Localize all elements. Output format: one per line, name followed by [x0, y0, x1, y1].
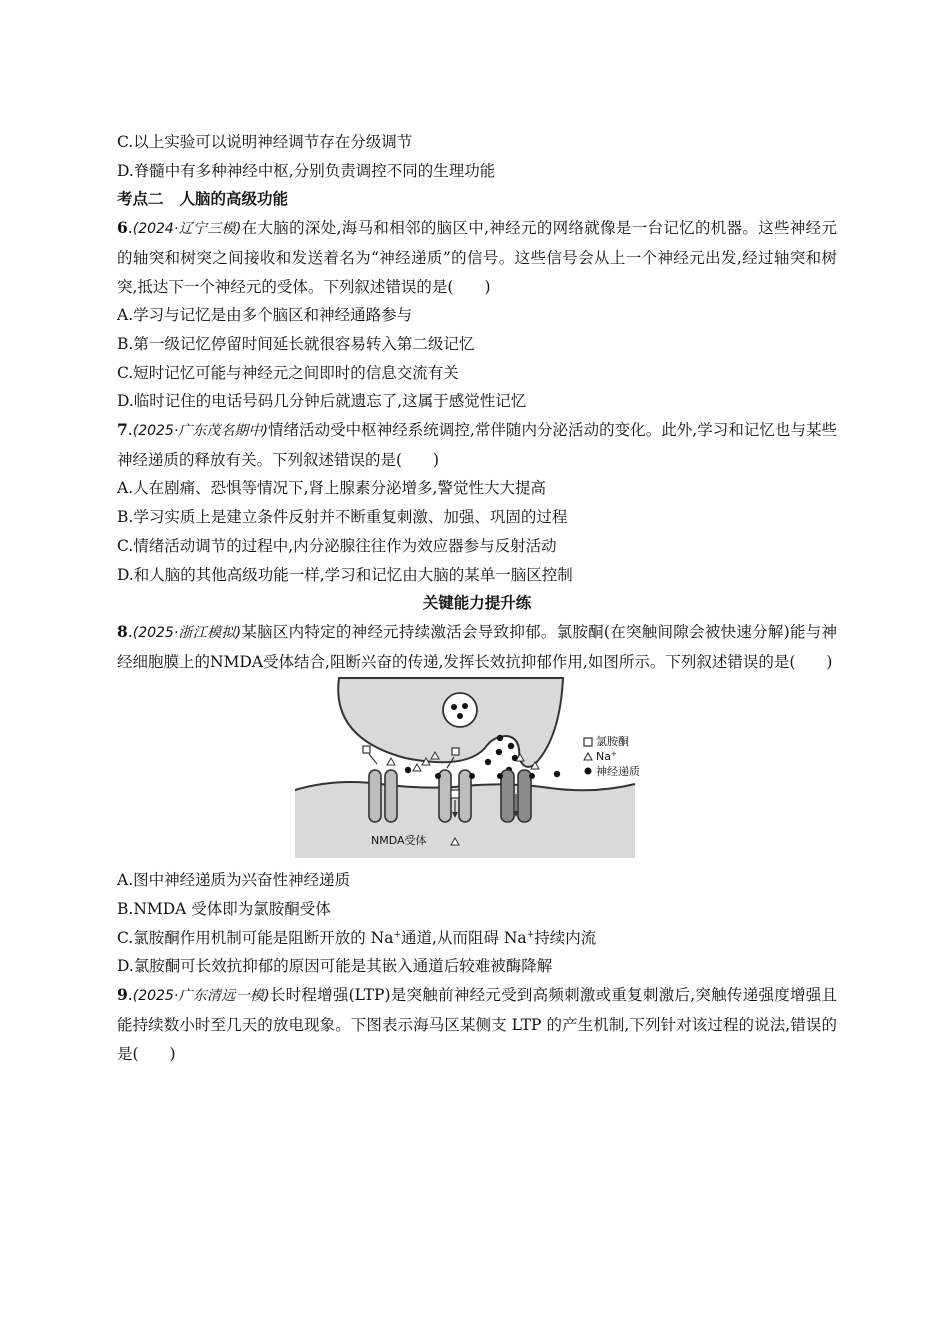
question-source: (2025·广东茂名期中)	[132, 423, 268, 440]
nmda-receptor-label: NMDA受体	[371, 834, 427, 848]
synapse-diagram	[295, 678, 640, 858]
prev-option-d: D.脊髓中有多种神经中枢,分别负责调控不同的生理功能	[117, 161, 496, 180]
cleft-ketamine	[452, 748, 459, 755]
question-text: 情绪活动受中枢神经系统调控,常伴随内分泌活动的变化。此外,学习和记忆也与某些神经递质的释放有关。下列叙述错误的是( )	[117, 421, 837, 469]
legend-ketamine-label: 氯胺酮	[596, 735, 629, 749]
question-8-option-b: B.NMDA 受体即为氯胺酮受体	[117, 900, 331, 919]
question-number: 6	[117, 218, 128, 238]
question-text: 长时程增强(LTP)是突触前神经元受到高频刺激或重复刺激后,突触传递强度增强且能持续数小时至几天的放电现象。下图表示海马区某侧支 LTP 的产生机制,下列针对该过程的说法,错误的是( )	[117, 986, 837, 1063]
question-text: 在大脑的深处,海马和相邻的脑区中,神经元的网络就像是一台记忆的机器。这些神经元的轴突和树突之间接收和发送着名为“神经递质”的信号。这些信号会从上一个神经元出发,经过轴突和树突,抵达下一个神经元的受体。下列叙述错误的是( )	[117, 219, 837, 296]
vesicle-neurotransmitter	[462, 703, 468, 709]
question-number: 9	[117, 985, 128, 1005]
question-8-option-d: D.氯胺酮可长效抗抑郁的原因可能是其嵌入通道后较难被酶降解	[117, 957, 553, 976]
option-c-text-1: C.氯胺酮作用机制可能是阻断开放的 Na	[117, 928, 394, 947]
question-8-option-a: A.图中神经递质为兴奋性神经递质	[117, 871, 351, 890]
cleft-neurotransmitter	[485, 759, 491, 765]
vesicle-neurotransmitter	[451, 704, 457, 710]
cleft-neurotransmitter	[405, 767, 411, 773]
document-page	[117, 128, 837, 1068]
question-source: (2025·广东清远一模)	[132, 988, 270, 1005]
legend-ketamine-icon	[584, 738, 592, 746]
released-neurotransmitter	[508, 743, 514, 749]
option-c-text-3: 持续内流	[534, 928, 597, 947]
question-7-option-c: C.情绪活动调节的过程中,内分泌腺往往作为效应器参与反射活动	[117, 536, 557, 555]
question-6-stem: 6.(2024·辽宁三模)在大脑的深处,海马和相邻的脑区中,神经元的网络就像是一台记忆的机器。这些神经元的轴突和树突之间接收和发送着名为“神经递质”的信号。这些信号会从上一个神经元出发,经过轴突和树突,抵达下一个神经元的受体。下列叙述错误的是( )	[117, 218, 837, 296]
question-7-stem: 7.(2025·广东茂名期中)情绪活动受中枢神经系统调控,常伴随内分泌活动的变化。此外,学习和记忆也与某些神经递质的释放有关。下列叙述错误的是( )	[117, 420, 837, 469]
legend-neurotransmitter-label: 神经递质	[596, 765, 640, 779]
cleft-ketamine	[363, 746, 370, 753]
section-label: 考点二	[117, 190, 164, 209]
synaptic-vesicle	[443, 693, 477, 727]
question-6-option-a: A.学习与记忆是由多个脑区和神经通路参与	[117, 306, 413, 325]
section-heading-key-ability: 关键能力提升练	[422, 594, 532, 613]
prev-option-c: C.以上实验可以说明神经调节存在分级调节	[117, 133, 413, 151]
released-neurotransmitter	[496, 749, 502, 755]
cleft-neurotransmitter	[554, 771, 560, 777]
option-c-text-2: 通道,从而阻碍 Na	[401, 928, 527, 947]
question-6-option-c: C.短时记忆可能与神经元之间即时的信息交流有关	[117, 363, 459, 382]
vesicle-neurotransmitter	[457, 713, 463, 719]
question-source: (2024·辽宁三模)	[132, 221, 242, 238]
released-neurotransmitter	[497, 735, 503, 741]
superscript-plus: +	[393, 929, 402, 940]
synapse-figure	[295, 678, 640, 858]
question-7-option-b: B.学习实质上是建立条件反射并不断重复刺激、加强、巩固的过程	[117, 508, 568, 527]
question-text: 某脑区内特定的神经元持续激活会导致抑郁。氯胺酮(在突触间隙会被快速分解)能与神经细胞膜上的NMDA受体结合,阻断兴奋的传递,发挥长效抗抑郁作用,如图所示。下列叙述错误的是( )	[117, 622, 837, 671]
question-7-option-a: A.人在剧痛、恐惧等情况下,肾上腺素分泌增多,警觉性大大提高	[117, 479, 546, 498]
legend-neurotransmitter-icon	[585, 768, 592, 775]
question-6-option-b: B.第一级记忆停留时间延长就很容易转入第二级记忆	[117, 334, 475, 353]
section-heading-2	[117, 185, 837, 214]
legend-sodium-label: Na+	[596, 750, 617, 764]
question-source: (2025·浙江模拟)	[132, 624, 242, 641]
question-8-option-c	[117, 924, 837, 953]
superscript-plus: +	[526, 929, 535, 940]
section-title: 人脑的高级功能	[179, 190, 289, 209]
question-9-stem: 9.(2025·广东清远一模)长时程增强(LTP)是突触前神经元受到高频刺激或重复刺激后,突触传递强度增强且能持续数小时至几天的放电现象。下图表示海马区某侧支 LTP 的产生机制,下列针对该过程的说法,错误的是( )	[117, 985, 837, 1063]
question-number: 8	[117, 621, 128, 641]
question-6-option-d: D.临时记住的电话号码几分钟后就遗忘了,这属于感觉性记忆	[117, 392, 527, 411]
question-number: 7	[117, 420, 128, 440]
question-7-option-d: D.和人脑的其他高级功能一样,学习和记忆由大脑的某单一脑区控制	[117, 565, 573, 584]
question-8-stem: 8.(2025·浙江模拟)某脑区内特定的神经元持续激活会导致抑郁。氯胺酮(在突触间隙会被快速分解)能与神经细胞膜上的NMDA受体结合,阻断兴奋的传递,发挥长效抗抑郁作用,如图所示。下列叙述错误的是( )	[117, 621, 837, 671]
